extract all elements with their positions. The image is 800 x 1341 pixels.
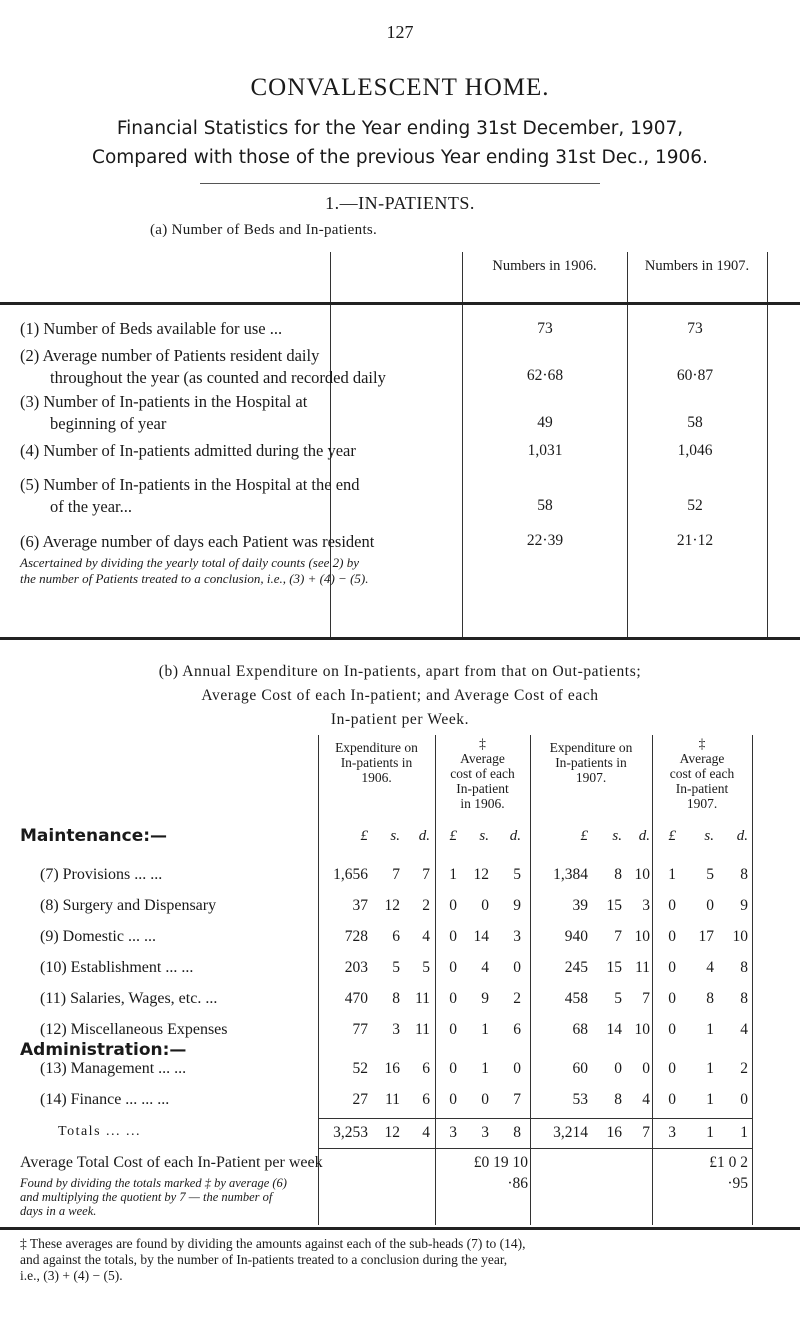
table-cell: 8 <box>392 990 400 1007</box>
totals-cell: 16 <box>606 1124 622 1141</box>
header-line: Expenditure on <box>549 740 633 755</box>
table-cell: 6 <box>513 1021 521 1038</box>
column-rule <box>530 735 531 1225</box>
totals-rule <box>318 1118 752 1119</box>
table-cell: 10 <box>634 1021 650 1038</box>
table-cell: 4 <box>481 959 489 976</box>
value-1907: 60·87 <box>676 367 714 384</box>
page-title: CONVALESCENT HOME. <box>250 74 550 101</box>
table-cell: 4 <box>706 959 714 976</box>
table-cell: 0 <box>668 897 676 914</box>
table-cell: 3 <box>392 1021 400 1038</box>
expense-row-label: (12) Miscellaneous Expenses <box>40 1021 228 1038</box>
value-1907: 58 <box>687 414 703 431</box>
unit-label: d. <box>509 828 521 844</box>
table-cell: 4 <box>422 928 430 945</box>
row-label <box>20 474 360 518</box>
table-cell: 1 <box>668 866 676 883</box>
table-cell: 15 <box>606 897 622 914</box>
table-cell: 4 <box>740 1021 748 1038</box>
table-cell: 17 <box>698 928 714 945</box>
unit-label: s. <box>612 828 622 844</box>
table-cell: 3 <box>513 928 521 945</box>
section-b-line: In-patient per Week. <box>330 711 470 728</box>
expense-row-label: (7) Provisions ... ... <box>40 866 163 883</box>
unit-label: £ <box>449 828 457 844</box>
table-cell: 2 <box>422 897 430 914</box>
footnote-line: and against the totals, by the number of In-patients treated to a conclusion during the year, <box>20 1252 508 1267</box>
note-line: Ascertained by dividing the yearly total of daily counts (see 2) by <box>20 555 359 570</box>
footnote-line: ‡ These averages are found by dividing the amounts against each of the sub-heads (7) to (14), <box>20 1236 526 1251</box>
table-cell: 7 <box>422 866 430 883</box>
table-cell: 0 <box>449 1021 457 1038</box>
unit-label: £ <box>360 828 368 844</box>
table-cell: 14 <box>606 1021 622 1038</box>
value-1906: 49 <box>537 414 553 431</box>
table-cell: 27 <box>352 1091 368 1108</box>
table-cell: 0 <box>668 959 676 976</box>
row-label <box>20 318 282 340</box>
table-cell: 12 <box>473 866 489 883</box>
totals-cell: 3,253 <box>333 1124 368 1141</box>
section-heading-in-patients: 1.—IN-PATIENTS. <box>325 193 475 213</box>
weekly-cost-label: Average Total Cost of each In-Patient per week <box>20 1154 323 1171</box>
column-header-expenditure-1907 <box>530 740 652 785</box>
unit-label: s. <box>704 828 714 844</box>
table-cell: 245 <box>564 959 588 976</box>
row-label <box>20 345 386 389</box>
table-cell: 0 <box>481 897 489 914</box>
expense-row-label: (14) Finance ... ... ... <box>40 1091 170 1108</box>
row-label <box>20 391 307 435</box>
table-cell: 6 <box>422 1060 430 1077</box>
table-cell: 3 <box>642 897 650 914</box>
table-cell: 203 <box>344 959 368 976</box>
table-cell: 0 <box>449 1060 457 1077</box>
table-cell: 0 <box>668 1060 676 1077</box>
table-cell: 0 <box>481 1091 489 1108</box>
weekly-cost-note <box>20 1176 287 1218</box>
table-cell: 7 <box>614 928 622 945</box>
table-cell: 0 <box>706 897 714 914</box>
table-cell: 4 <box>642 1091 650 1108</box>
table-cell: 37 <box>352 897 368 914</box>
table-cell: 14 <box>473 928 489 945</box>
column-rule <box>462 252 463 637</box>
table-cell: 0 <box>668 928 676 945</box>
table-cell: 11 <box>415 990 430 1007</box>
page-number: 127 <box>386 22 414 42</box>
table-cell: 8 <box>614 866 622 883</box>
table-cell: 1,656 <box>333 866 368 883</box>
table-cell: 0 <box>449 959 457 976</box>
table-cell: 728 <box>344 928 368 945</box>
table-cell: 1,384 <box>553 866 588 883</box>
table-cell: 9 <box>481 990 489 1007</box>
footnote-line: i.e., (3) + (4) − (5). <box>20 1268 123 1283</box>
table-cell: 60 <box>572 1060 588 1077</box>
row-label-text: (4) Number of In-patients admitted during the year <box>20 441 356 460</box>
table-cell: 0 <box>449 897 457 914</box>
table-cell: 1 <box>706 1021 714 1038</box>
table-cell: 39 <box>572 897 588 914</box>
totals-rule <box>318 1148 752 1149</box>
expense-row-label: (8) Surgery and Dispensary <box>40 897 217 914</box>
header-mark: ‡ <box>479 736 486 751</box>
row-label-text: (5) Number of In-patients in the Hospital at the end <box>20 475 360 494</box>
table-cell: 7 <box>513 1091 521 1108</box>
header-line: Average <box>679 751 725 766</box>
header-line: In-patient <box>675 781 729 796</box>
table-cell: 0 <box>668 1091 676 1108</box>
table-cell: 10 <box>634 866 650 883</box>
totals-cell: 7 <box>642 1124 650 1141</box>
table-a-note <box>20 555 369 587</box>
value-1907: 21·12 <box>676 532 714 549</box>
table-cell: 0 <box>614 1060 622 1077</box>
totals-cell: 3,214 <box>553 1124 588 1141</box>
table-cell: 0 <box>513 959 521 976</box>
weekly-cost-1906: £0 19 10 <box>473 1154 528 1171</box>
group-heading-administration: Administration:— <box>20 1040 187 1060</box>
unit-label: d. <box>418 828 430 844</box>
row-label-continuation: of the year... <box>50 497 133 516</box>
totals-cell: 3 <box>449 1124 457 1141</box>
unit-label: s. <box>390 828 400 844</box>
totals-cell: 1 <box>706 1124 714 1141</box>
row-label-continuation: beginning of year <box>50 414 167 433</box>
table-cell: 2 <box>513 990 521 1007</box>
note-line: and multiplying the quotient by 7 — the number of <box>20 1190 273 1204</box>
value-1907: 73 <box>687 320 703 337</box>
column-header-1906: Numbers in 1906. <box>492 258 597 274</box>
header-line: cost of each <box>450 766 515 781</box>
header-line: 1907. <box>575 770 607 785</box>
table-rule <box>0 302 800 305</box>
table-cell: 0 <box>668 990 676 1007</box>
table-cell: 0 <box>642 1060 650 1077</box>
table-cell: 8 <box>614 1091 622 1108</box>
table-cell: 11 <box>385 1091 400 1108</box>
table-cell: 68 <box>572 1021 588 1038</box>
column-rule <box>767 252 768 637</box>
unit-label: d. <box>638 828 650 844</box>
table-cell: 5 <box>422 959 430 976</box>
value-1906: 1,031 <box>527 442 563 459</box>
table-cell: 0 <box>449 1091 457 1108</box>
header-line: 1906. <box>361 770 392 785</box>
table-cell: 7 <box>642 990 650 1007</box>
weekly-cost-1907: £1 0 2 <box>709 1154 748 1171</box>
table-cell: 8 <box>706 990 714 1007</box>
table-cell: 1 <box>481 1021 489 1038</box>
header-mark: ‡ <box>698 736 706 751</box>
table-cell: 9 <box>513 897 521 914</box>
header-line: Average <box>460 751 505 766</box>
table-cell: 2 <box>740 1060 748 1077</box>
table-rule <box>0 637 800 640</box>
table-cell: 0 <box>449 990 457 1007</box>
table-cell: 11 <box>635 959 650 976</box>
expense-row-label: (10) Establishment ... ... <box>40 959 194 976</box>
weekly-cost-1907-decimal: ·95 <box>727 1175 748 1192</box>
value-1906: 73 <box>537 320 553 337</box>
table-cell: 8 <box>740 866 748 883</box>
table-cell: 0 <box>668 1021 676 1038</box>
column-header-average-1906 <box>435 736 530 811</box>
table-cell: 15 <box>606 959 622 976</box>
row-label-continuation: throughout the year (as counted and recorded daily <box>50 368 386 387</box>
column-header-average-1907 <box>652 736 752 811</box>
header-line: In-patients in <box>555 755 627 770</box>
column-rule <box>627 252 628 637</box>
totals-cell: 12 <box>384 1124 400 1141</box>
table-cell: 1 <box>481 1060 489 1077</box>
table-cell: 52 <box>352 1060 368 1077</box>
totals-cell: 3 <box>481 1124 489 1141</box>
totals-cell: 4 <box>422 1124 430 1141</box>
subtitle-line-1: Financial Statistics for the Year ending 31st December, 1907, <box>116 118 684 139</box>
table-cell: 5 <box>392 959 400 976</box>
table-cell: 77 <box>352 1021 368 1038</box>
row-label-text: (1) Number of Beds available for use ... <box>20 319 283 338</box>
totals-cell: 3 <box>668 1124 676 1141</box>
table-cell: 11 <box>415 1021 430 1038</box>
table-cell: 12 <box>384 897 400 914</box>
table-cell: 6 <box>422 1091 430 1108</box>
row-label-text: (6) Average number of days each Patient was resident <box>20 532 375 551</box>
table-cell: 940 <box>564 928 588 945</box>
unit-label: £ <box>580 828 588 844</box>
table-cell: 5 <box>706 866 714 883</box>
totals-cell: 8 <box>513 1124 521 1141</box>
section-b-heading <box>20 660 780 732</box>
table-cell: 0 <box>449 928 457 945</box>
table-cell: 0 <box>513 1060 521 1077</box>
header-line: 1907. <box>686 796 718 811</box>
header-line: in 1906. <box>460 796 505 811</box>
header-line: In-patients in <box>340 755 413 770</box>
title-rule <box>200 183 600 184</box>
weekly-cost-1906-decimal: ·86 <box>507 1175 528 1192</box>
table-cell: 7 <box>392 866 400 883</box>
table-cell: 1 <box>706 1060 714 1077</box>
table-cell: 9 <box>740 897 748 914</box>
note-line: days in a week. <box>20 1204 97 1218</box>
footnote <box>20 1236 780 1284</box>
subtitle-line-2: Compared with those of the previous Year ending 31st Dec., 1906. <box>92 147 708 168</box>
table-cell: 53 <box>572 1091 588 1108</box>
row-label-text: (2) Average number of Patients resident daily <box>20 346 320 365</box>
value-1906: 62·68 <box>526 367 564 384</box>
column-rule <box>318 735 319 1225</box>
table-cell: 470 <box>344 990 368 1007</box>
header-line: cost of each <box>669 766 735 781</box>
header-line: Expenditure on <box>335 740 418 755</box>
note-line: the number of Patients treated to a conclusion, i.e., (3) + (4) − (5). <box>20 571 369 586</box>
column-header-1907: Numbers in 1907. <box>644 258 750 274</box>
expense-row-label: (9) Domestic ... ... <box>40 928 156 945</box>
table-cell: 16 <box>384 1060 400 1077</box>
expense-row-label: (13) Management ... ... <box>40 1060 187 1077</box>
note-line: Found by dividing the totals marked ‡ by average (6) <box>20 1176 287 1190</box>
column-rule <box>752 735 753 1225</box>
totals-label: Totals ... ... <box>58 1124 142 1139</box>
totals-cell: 1 <box>740 1124 748 1141</box>
section-a-heading: (a) Number of Beds and In-patients. <box>150 222 378 238</box>
group-heading-maintenance: Maintenance:— <box>20 826 168 846</box>
table-cell: 0 <box>740 1091 748 1108</box>
value-1906: 22·39 <box>526 532 564 549</box>
table-cell: 8 <box>740 959 748 976</box>
column-header-expenditure-1906 <box>318 740 435 785</box>
table-cell: 458 <box>564 990 588 1007</box>
table-rule <box>0 1227 800 1230</box>
row-label-text: (3) Number of In-patients in the Hospital at <box>20 392 308 411</box>
section-b-line: (b) Annual Expenditure on In-patients, apart from that on Out-patients; <box>158 663 642 680</box>
table-cell: 6 <box>392 928 400 945</box>
section-b-line: Average Cost of each In-patient; and Average Cost of each <box>201 687 599 704</box>
row-label <box>20 440 356 462</box>
table-cell: 8 <box>740 990 748 1007</box>
unit-label: £ <box>668 828 676 844</box>
value-1907: 1,046 <box>677 442 713 459</box>
table-cell: 10 <box>732 928 748 945</box>
expense-row-label: (11) Salaries, Wages, etc. ... <box>40 990 218 1007</box>
table-cell: 1 <box>706 1091 714 1108</box>
unit-label: s. <box>479 828 489 844</box>
value-1907: 52 <box>687 497 703 514</box>
header-line: In-patient <box>456 781 509 796</box>
unit-label: d. <box>736 828 748 844</box>
row-label <box>20 531 374 553</box>
value-1906: 58 <box>537 497 553 514</box>
table-cell: 1 <box>449 866 457 883</box>
table-cell: 5 <box>513 866 521 883</box>
table-cell: 10 <box>634 928 650 945</box>
table-cell: 5 <box>614 990 622 1007</box>
subtitle <box>0 114 800 172</box>
